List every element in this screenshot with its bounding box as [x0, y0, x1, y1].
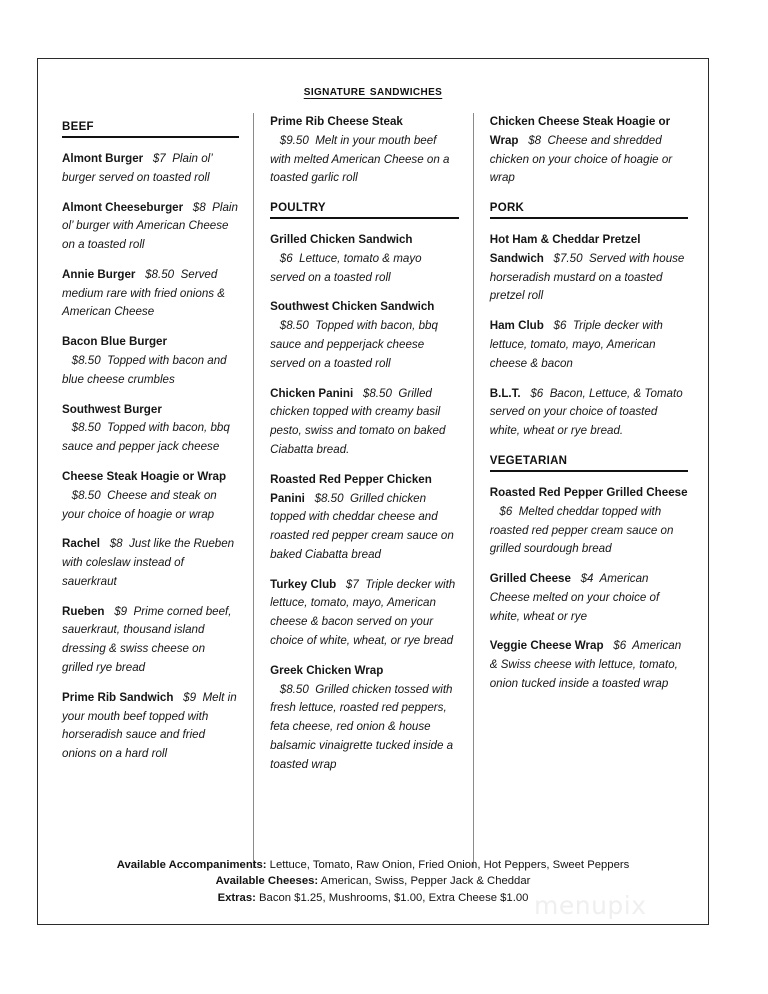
menu-item-name: Veggie Cheese Wrap [489, 639, 604, 653]
menu-item [490, 570, 688, 626]
page-title: signature sandwiches [303, 83, 443, 99]
menu-item [270, 576, 459, 651]
section-heading-poultry: POULTRY [270, 202, 459, 219]
menu-item-price: $8.50 [71, 421, 101, 435]
spacer [143, 152, 153, 165]
menu-item-price: $8.50 [71, 354, 101, 368]
spacer [105, 605, 115, 618]
menu-item-name: Almont Burger [62, 152, 144, 165]
menu-item-name: Almont Cheeseburger [62, 200, 184, 214]
menu-item [270, 471, 459, 565]
section-heading-pork: PORK [490, 202, 688, 219]
menu-item-description: Melted cheddar topped with roasted red pepper cream sauce on grilled sourdough bread [489, 504, 674, 556]
menu-item-name: Grilled Cheese [489, 572, 571, 586]
menupix-watermark: menupix [534, 891, 647, 920]
menu-page [37, 58, 709, 925]
spacer [544, 319, 554, 332]
menu-item-description: American & Swiss cheese with lettuce, tomato, onion tucked inside a toasted wrap [489, 639, 682, 690]
menu-item-description: Plain ol’ burger with American Cheese on a toasted roll [62, 200, 238, 252]
spacer [270, 134, 280, 147]
spacer [604, 639, 614, 652]
menu-item-name: Roasted Red Pepper Chicken Panini [270, 472, 432, 505]
menu-item [490, 231, 688, 306]
section-heading-vegetarian: VEGETARIAN [490, 455, 688, 472]
menu-item-description: Plain ol’ burger served on toasted roll [62, 152, 213, 184]
spacer [270, 319, 280, 332]
menu-item-price: $8.50 [279, 682, 309, 696]
menu-item-description: Prime corned beef, sauerkraut, thousand island dressing & swiss cheese on grilled rye bread [62, 604, 232, 674]
menu-item-description: Topped with bacon, bbq sauce and pepper jack cheese [62, 421, 230, 454]
menu-item-description: Grilled chicken topped with cheddar cheese and roasted red pepper cream sauce on baked Ciabatta bread [270, 491, 454, 561]
menu-item [490, 637, 688, 693]
footer-line-text: American, Swiss, Pepper Jack & Cheddar [318, 875, 531, 888]
spacer [183, 201, 193, 214]
menu-item-name: Chicken Panini [270, 386, 354, 400]
menu-item-price: $9.50 [279, 133, 309, 147]
spacer [490, 505, 500, 518]
menu-item-price: $8 [109, 537, 123, 551]
menu-item-description: Grilled chicken tossed with fresh lettuce, roasted red peppers, feta cheese, red onion & house balsamic vinaigrette tucked inside a toasted wrap [270, 682, 454, 771]
menu-item-price: $8.50 [71, 488, 101, 502]
spacer [544, 252, 554, 265]
menu-item-name: Greek Chicken Wrap [270, 663, 384, 677]
menu-item-price: $7 [152, 152, 166, 165]
menu-item [490, 113, 688, 188]
menu-item-name: B.L.T. [489, 386, 521, 400]
menu-item-price: $8 [192, 200, 206, 214]
menu-item-name: Chicken Cheese Steak Hoagie or Wrap [489, 115, 671, 147]
menu-item-description: Served with house horseradish mustard on a toasted pretzel roll [489, 251, 685, 303]
menu-item [62, 266, 239, 322]
menu-item-description: Cheese and shredded chicken on your choice of hoagie or wrap [489, 133, 673, 185]
menu-item-price: $8.50 [279, 319, 309, 333]
menu-item [62, 199, 239, 255]
menu-column-beef [48, 113, 253, 868]
footer-line-text: Lettuce, Tomato, Raw Onion, Fried Onion, Hot Peppers, Sweet Peppers [266, 858, 630, 871]
spacer [571, 572, 581, 585]
menu-item-name: Prime Rib Sandwich [62, 690, 174, 704]
menu-item-name: Cheese Steak Hoagie or Wrap [62, 469, 227, 483]
spacer [305, 492, 315, 505]
menu-item-name: Southwest Chicken Sandwich [270, 300, 435, 314]
spacer [521, 387, 531, 400]
spacer [173, 691, 183, 704]
menu-item-name: Roasted Red Pepper Grilled Cheese [489, 485, 688, 499]
menu-item-price: $6 [530, 386, 544, 400]
menu-item-price: $6 [553, 319, 567, 333]
menu-item-price: $9 [183, 690, 197, 704]
footer-line [38, 873, 708, 889]
menu-item [62, 689, 239, 764]
spacer [62, 354, 72, 367]
menu-item-description: Melt in your mouth beef topped with horseradish sauce and fried onions on a hard roll [62, 690, 237, 761]
footer-line-label: Available Cheeses: [215, 875, 319, 888]
menu-item-name: Rueben [62, 604, 105, 618]
menu-item-description: Just like the Rueben with coleslaw instead of sauerkraut [62, 537, 235, 588]
menu-item-price: $9 [114, 604, 128, 618]
spacer [519, 134, 529, 147]
menu-item [62, 150, 239, 188]
menu-item-price: $6 [613, 639, 627, 653]
menu-item-description: Cheese and steak on your choice of hoagie or wrap [62, 488, 217, 521]
menu-item [270, 662, 459, 775]
footer-line-label: Extras: [217, 891, 256, 904]
menu-item-price: $6 [279, 251, 293, 265]
menu-item-price: $4 [580, 572, 594, 586]
menu-item-description: Triple decker with lettuce, tomato, mayo, American cheese & bacon served on your choice of white, wheat, or rye bread [270, 577, 456, 647]
menu-item-price: $8.50 [362, 386, 392, 400]
footer-line [38, 857, 708, 873]
spacer [336, 578, 346, 591]
menu-item-name: Turkey Club [270, 577, 337, 591]
menu-item [490, 385, 688, 441]
menu-item [270, 298, 459, 373]
menu-item [490, 484, 688, 559]
menu-item-description: Topped with bacon and blue cheese crumbles [62, 354, 227, 386]
menu-item-description: Triple decker with lettuce, tomato, mayo, American cheese & bacon [489, 319, 663, 370]
menu-item-description: Grilled chicken topped with creamy basil pesto, swiss and tomato on baked Ciabatta bread. [270, 386, 446, 456]
menu-item-name: Bacon Blue Burger [62, 335, 168, 349]
menu-item [62, 468, 239, 524]
spacer [62, 421, 72, 434]
section-heading-beef: BEEF [62, 121, 239, 138]
menu-column-poultry [253, 113, 473, 868]
menu-item-description: Melt in your mouth beef with melted American Cheese on a toasted garlic roll [270, 133, 450, 185]
menu-item-description: American Cheese melted on your choice of white, wheat or rye [489, 572, 660, 623]
spacer [270, 683, 280, 696]
menu-item-name: Ham Club [489, 319, 544, 333]
menu-item-price: $8.50 [314, 491, 344, 505]
menu-item-name: Grilled Chicken Sandwich [270, 233, 413, 247]
menu-item-name: Annie Burger [62, 267, 136, 281]
spacer [62, 489, 72, 502]
menu-item-name: Prime Rib Cheese Steak [270, 115, 403, 128]
menu-item-price: $8 [528, 133, 542, 147]
menu-item [270, 231, 459, 287]
menu-item [62, 535, 239, 591]
menu-item-price: $7.50 [553, 251, 583, 265]
menu-item-price: $6 [499, 504, 513, 518]
footer-line-label: Available Accompaniments: [116, 858, 267, 871]
spacer [100, 537, 110, 550]
menu-item-price: $8.50 [145, 267, 175, 281]
menu-item [270, 113, 459, 188]
menu-columns [38, 113, 708, 868]
menu-item-description: Bacon, Lettuce, & Tomato served on your choice of toasted white, wheat or rye bread. [489, 386, 683, 438]
menu-item [62, 333, 239, 389]
menu-item-price: $7 [345, 577, 359, 591]
menu-item [62, 401, 239, 457]
menu-column-pork [473, 113, 698, 868]
menu-item-description: Topped with bacon, bbq sauce and pepperjack cheese served on a toasted roll [270, 319, 438, 370]
menu-item [270, 385, 459, 460]
spacer [135, 268, 145, 281]
menu-item [62, 603, 239, 678]
menu-item-name: Rachel [62, 537, 101, 551]
menu-item-name: Hot Ham & Cheddar Pretzel Sandwich [489, 233, 641, 265]
menu-item [490, 317, 688, 373]
spacer [353, 387, 363, 400]
menu-item-name: Southwest Burger [62, 402, 162, 416]
footer-line-text: Bacon $1.25, Mushrooms, $1.00, Extra Cheese $1.00 [255, 891, 529, 904]
menu-item-description: Lettuce, tomato & mayo served on a toasted roll [270, 251, 422, 284]
menu-item-description: Served medium rare with fried onions & American Cheese [62, 267, 226, 319]
spacer [270, 252, 280, 265]
